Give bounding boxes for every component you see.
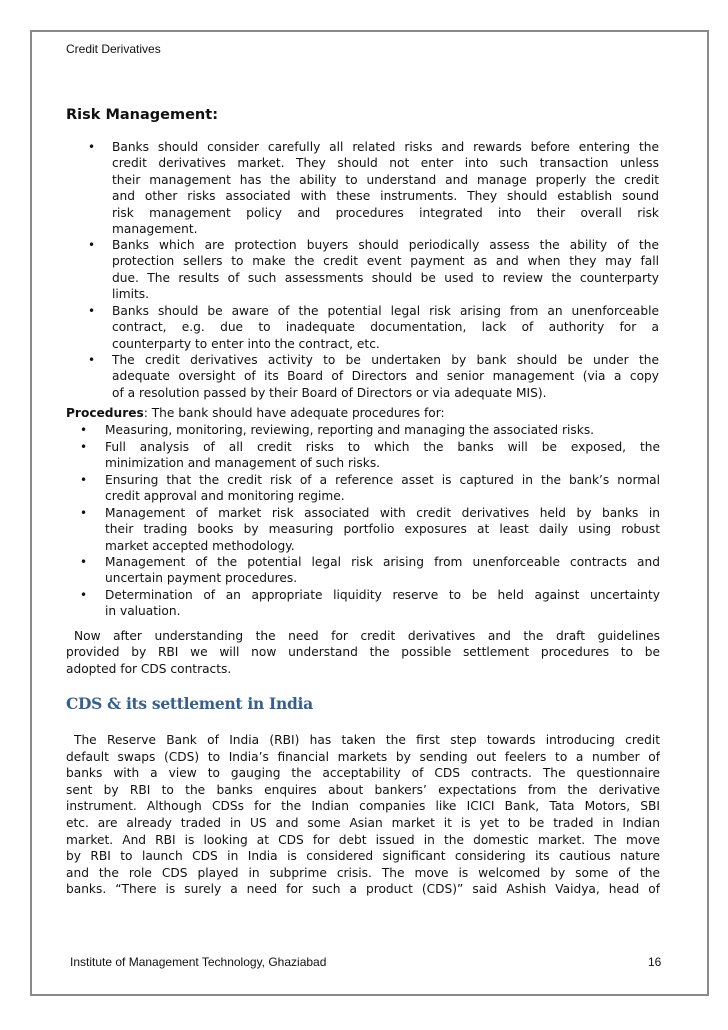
bullet-icon: •: [80, 423, 88, 437]
risk-list-item-line: risk management policy and procedures integrated into their overall risk: [112, 205, 659, 220]
procedures-title: Procedures: [66, 406, 144, 420]
procedures-intro: [66, 405, 666, 421]
cds-paragraph-line: and the role CDS played in subprime crisis. The move is welcomed by some of the: [66, 865, 660, 880]
procedures-list-item-line: uncertain payment procedures.: [105, 571, 298, 586]
footer-institute: Institute of Management Technology, Ghaziabad: [70, 955, 327, 969]
procedures-list-item-line: minimization and management of such risks.: [105, 456, 381, 471]
procedures-list-item-line: their trading books by measuring portfolio exposures at least daily using robust: [105, 522, 660, 537]
cds-paragraph-line: sent by RBI to the banks enquires about bankers’ expectations from the derivative: [66, 782, 660, 797]
risk-list-item-line: limits.: [112, 287, 150, 302]
bullet-icon: •: [88, 304, 96, 318]
bullet-icon: •: [80, 440, 88, 454]
procedures-list-item-line: Determination of an appropriate liquidity reserve to be held against uncertainty: [105, 588, 660, 602]
risk-list-item-line: protection sellers to make the credit event payment as and when they may fall: [112, 254, 659, 269]
procedures-intro-text: : The bank should have adequate procedures for:: [143, 406, 445, 420]
risk-list-item-line: The credit derivatives activity to be undertaken by bank should be under the: [112, 353, 659, 367]
risk-list-item-line: Banks should be aware of the potential legal risk arising from an unenforceable: [112, 304, 659, 318]
procedures-list-item-line: market accepted methodology.: [105, 538, 295, 553]
procedures-list-item-line: Measuring, monitoring, reviewing, reporting and managing the associated risks.: [105, 423, 595, 437]
risk-list-item-line: and other risks associated with these instruments. They should establish sound: [112, 189, 659, 204]
transition-paragraph-line: provided by RBI we will now understand the possible settlement procedures to be: [66, 645, 660, 660]
procedures-list-item-line: credit approval and monitoring regime.: [105, 489, 345, 504]
cds-paragraph-line: default swaps (CDS) to India’s financial markets by sending out feelers to a number of: [66, 749, 660, 764]
procedures-list-item-line: Ensuring that the credit risk of a reference asset is captured in the bank’s normal: [105, 473, 660, 487]
cds-paragraph-line: by RBI to launch CDS in India is considered significant considering its cautious nature: [66, 849, 660, 864]
risk-list-item-line: due. The results of such assessments should be used to review the counterparty: [112, 270, 659, 285]
transition-paragraph-line: adopted for CDS contracts.: [66, 661, 232, 676]
cds-paragraph-line: banks with a view to gauging the acceptability of CDS contracts. The questionnaire: [66, 766, 660, 781]
procedures-list-item-line: Full analysis of all credit risks to which the banks will be exposed, the: [105, 440, 660, 454]
bullet-icon: •: [80, 555, 88, 569]
page-number: 16: [648, 955, 662, 969]
risk-list-item-line: their management has the ability to understand and manage properly the credit: [112, 172, 659, 187]
risk-list-item-line: counterparty to enter into the contract, etc.: [112, 336, 380, 351]
cds-paragraph-line: The Reserve Bank of India (RBI) has taken the first step towards introducing credit: [74, 733, 660, 747]
risk-list-item-line: contract, e.g. due to inadequate documentation, lack of authority for a: [112, 320, 659, 335]
risk-management-heading: Risk Management:: [66, 107, 218, 123]
bullet-icon: •: [88, 140, 96, 154]
bullet-icon: •: [80, 473, 88, 487]
bullet-icon: •: [80, 506, 88, 520]
cds-paragraph-line: banks. “There is surely a need for such a product (CDS)” said Ashish Vaidya, head of: [66, 882, 660, 897]
transition-paragraph-line: Now after understanding the need for credit derivatives and the draft guidelines: [74, 629, 660, 643]
cds-paragraph-line: instrument. Although CDSs for the Indian companies like ICICI Bank, Tata Motors, SBI: [66, 799, 660, 814]
cds-paragraph-line: etc. are already traded in US and some Asian market it is yet to be traded in Indian: [66, 816, 660, 830]
procedures-list-item-line: Management of market risk associated with credit derivatives held by banks in: [105, 506, 660, 520]
cds-paragraph-line: market. And RBI is looking at CDS for debt issued in the domestic market. The move: [66, 832, 660, 847]
bullet-icon: •: [88, 353, 96, 367]
bullet-icon: •: [80, 588, 88, 602]
procedures-list-item-line: in valuation.: [105, 604, 181, 619]
running-header: Credit Derivatives: [66, 42, 161, 56]
procedures-list-item-line: Management of the potential legal risk arising from unenforceable contracts and: [105, 555, 660, 569]
risk-list-item-line: credit derivatives market. They should not enter into such transaction unless: [112, 156, 659, 171]
risk-list-item-line: Banks which are protection buyers should periodically assess the ability of the: [112, 238, 659, 252]
risk-list-item-line: of a resolution passed by their Board of Directors or via adequate MIS).: [112, 385, 547, 400]
cds-section-heading: CDS & its settlement in India: [66, 694, 313, 713]
bullet-icon: •: [88, 238, 96, 252]
risk-list-item-line: management.: [112, 222, 198, 236]
risk-list-item-line: adequate oversight of its Board of Directors and senior management (via a copy: [112, 369, 659, 384]
risk-list-item-line: Banks should consider carefully all related risks and rewards before entering the: [112, 140, 659, 154]
